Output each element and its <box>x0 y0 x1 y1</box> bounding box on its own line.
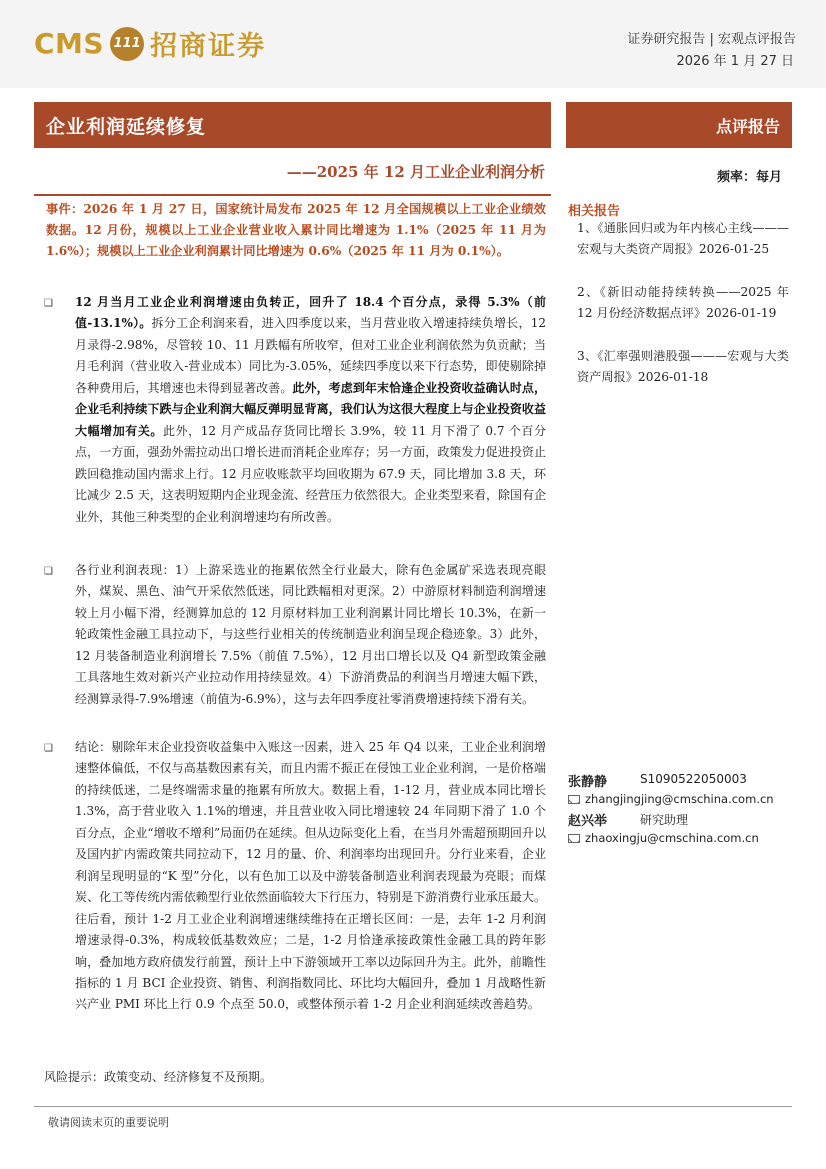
page-subtitle: ——2025 年 12 月工业企业利润分析 <box>286 163 545 181</box>
analyst-name: 赵兴举 <box>568 814 608 829</box>
logo-mark-icon: 111 <box>110 27 144 61</box>
section-emphasis: 此外，考虑到年末恰逢企业投资收益确认时点，企业毛利持续下跌与企业利润大幅反弹明显背离，我们认为这很大程度上与企业投资收益大幅增加有关。 <box>75 380 546 438</box>
section-conclusion: 结论：剔除年末企业投资收益集中入账这一因素，进入 25 年 Q4 以来，工业企业利润增速整体偏低，不仅与高基数因素有关，而且内需不振正在侵蚀工业企业利润，一是价格端的持续低迷，二是终端需求量的拖累有所放大。数据上看，1-12 月，营业成本同比增长 1.3%，高于营业收入 1.1%的增速，并且营业收入同比增速较 24 年同期下滑了 1.0 个百分点，企业“增收不增利”局面仍在延续。但从边际变化上看，在当月外需超预期回升以及国内扩内需政策共同拉动下，12 月的量、价、利润率均出现回升。分行业来看，企业利润呈现明显的“K 型”分化，以有色加工以及中游装备制造业利润表现最为亮眼；而煤炭、化工等传统内需依赖型行业依然面临较大下行压力，特别是下游消费行业承压最大。往后看，预计 1-2 月工业企业利润增速继续维持在正增长区间：一是，去年 1-2 月利润增速录得-0.3%，构成较低基数效应；二是，1-2 月恰逢承接政策性金融工具的跨年影响，叠加地方政府债发行前置，预计上中下游领域开工率以边际回升为主。此外，前瞻性指标的 1 月 BCI 企业投资、销售、利润指数同比、环比均大幅回升，叠加 1 月战略性新兴产业 PMI 环比上行 0.9 个点至 50.0，或整体预示着 1-2 月企业利润延续改善趋势。 <box>75 740 546 1012</box>
section-text: 拆分工企利润来看，进入四季度以来，当月营业收入增速持续负增长，12 月录得-2.98%，尽管较 10、11 月跌幅有所收窄，但对工业企业利润依然为负贡献；当月毛利润（营业收入-营业成本）同比为-3.05%，延续四季度以来下行态势，即使剔除掉各种费用后，其增速也未得到显著改善。 <box>75 316 546 395</box>
logo-chinese-text: 招商证券 <box>150 31 267 62</box>
frequency-label: 频率：每月 <box>716 170 782 185</box>
mail-icon <box>568 834 580 843</box>
analyst-email[interactable] <box>568 831 759 845</box>
analyst-title: 研究助理 <box>640 813 689 827</box>
related-reports-heading: 相关报告 <box>568 204 621 219</box>
related-report-item[interactable]: 1、《通胀回归或为年内核心主线———宏观与大类资产周报》2026-01-25 <box>577 221 789 257</box>
section-lead: 12 月当月工业企业利润增速由负转正，回升了 18.4 个百分点，录得 5.3%（前值-13.1%）。 <box>75 295 546 331</box>
section-text: 此外，12 月产成品存货同比增长 3.9%，较 11 月下滑了 0.7 个百分点，一方面，强劲外需拉动出口增长进而消耗企业库存；另一方面，政策发力促进投资止跌回稳推动国内需求上行。12 月应收账款平均回收期为 67.9 天，同比增加 3.8 天，环比减少 2.5 天，这表明短期内企业现金流、经营压力依然很大。企业类型来看，除国有企业外，其他三种类型的企业利润增速均有所改善。 <box>75 423 546 524</box>
report-tag: 点评报告 <box>715 117 780 136</box>
report-date: 2026 年 1 月 27 日 <box>676 54 794 69</box>
subtitle-divider <box>34 194 551 196</box>
risk-warning: 风险提示：政策变动、经济修复不及预期。 <box>44 1070 273 1084</box>
email-text[interactable]: zhaoxingju@cmschina.com.cn <box>585 831 759 845</box>
analyst-certificate-code: S1090522050003 <box>640 772 747 786</box>
bullet-square-icon: ❑ <box>44 743 53 754</box>
report-type: 证券研究报告 | 宏观点评报告 <box>627 32 796 47</box>
analyst-name: 张静静 <box>568 775 608 790</box>
related-report-item[interactable]: 3、《汇率强则港股强———宏观与大类资产周报》2026-01-18 <box>577 349 789 385</box>
section-industry-profits: 各行业利润表现：1）上游采选业的拖累依然全行业最大，除有色金属矿采选表现亮眼外，煤炭、黑色、油气开采依然低迷，同比跌幅相对更深。2）中游原材料制造利润增速较上月小幅下滑，经测算加总的 12 月原材料加工业利润累计同比增长 10.3%，在新一轮政策性金融工具拉动下，与这些行业相关的传统制造业利润呈现企稳迹象。3）此外，12 月装备制造业利润增长 7.5%（前值 7.5%），12 月出口增长以及 Q4 新型政策金融工具落地生效对新兴产业拉动作用持续显效。4）下游消费品的利润当月增速大幅下跌，经测算录得-7.9%增速（前值为-6.9%），这与去年四季度社零消费增速持续下滑有关。 <box>75 563 546 706</box>
event-summary: 事件：2026 年 1 月 27 日，国家统计局发布 2025 年 12 月全国规模以上工业企业绩效数据。12 月份，规模以上工业企业营业收入累计同比增速为 1.1%（2025 年 11 月为 1.6%）；规模以上工业企业利润累计同比增速为 0.6%（2025 年 11 月为 0.1%）。 <box>46 202 546 259</box>
header-bar <box>0 0 826 88</box>
bullet-square-icon: ❑ <box>44 566 53 577</box>
footer-divider <box>34 1106 792 1107</box>
logo-cms-text: CMS <box>34 27 105 60</box>
related-report-item[interactable]: 2、《新旧动能持续转换——2025 年 12 月份经济数据点评》2026-01-19 <box>577 285 789 321</box>
email-text[interactable]: zhangjingjing@cmschina.com.cn <box>585 792 774 806</box>
title-banner <box>34 102 551 148</box>
bullet-square-icon: ❑ <box>44 298 53 309</box>
section-profit-growth <box>75 292 546 528</box>
report-tag-banner <box>566 102 792 148</box>
page-title: 企业利润延续修复 <box>46 116 207 138</box>
footer-note: 敬请阅读末页的重要说明 <box>48 1116 169 1129</box>
analyst-email[interactable] <box>568 792 774 806</box>
mail-icon <box>568 795 580 804</box>
company-logo <box>34 24 266 63</box>
